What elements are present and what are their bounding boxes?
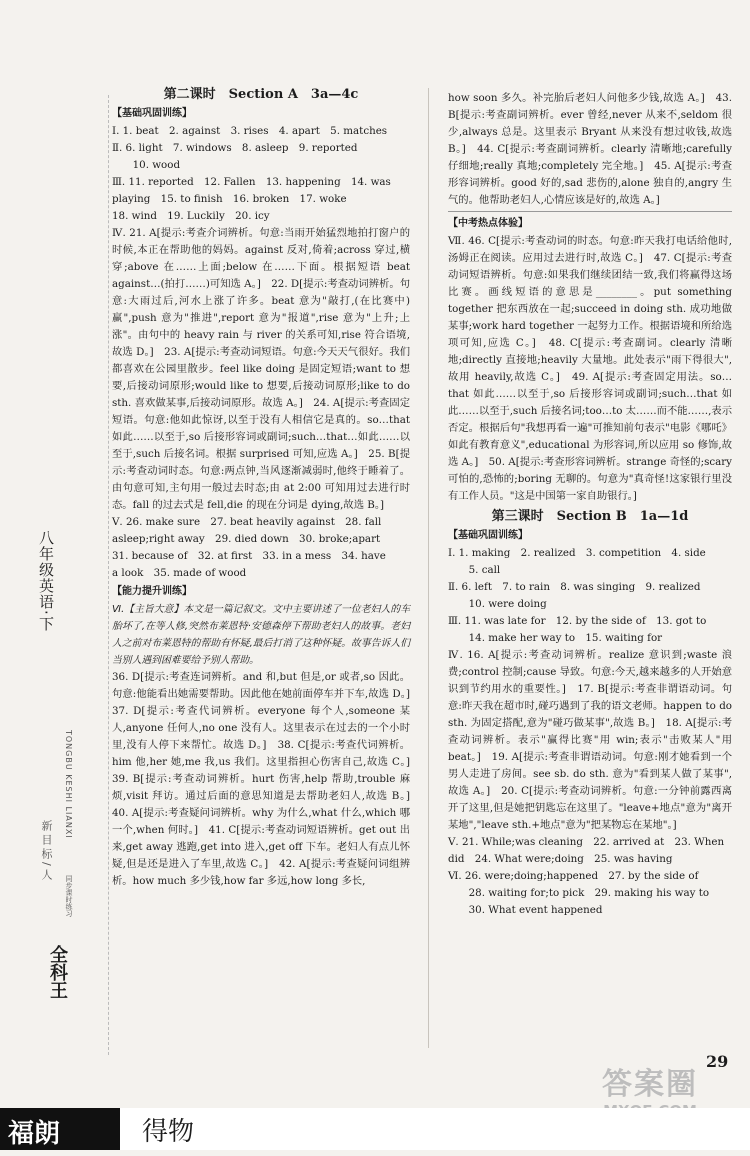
lesson-title-3: 第三课时 Section B 1a—1d <box>491 509 689 524</box>
answer-block-iv-2: Ⅳ. 16. A[提示:考查动词辨析。realize 意识到;waste 浪费;control 控制;cause 导致。句意:今天,越来越多的人开始意识到节约用水的重要性。] 17. B[提示:考查非谓语动词。句意:昨天我在超市时,碰巧遇到了我的语文老师。happen to do sth. 为固定搭配,意为"碰巧做某事",故选 B。] 18. A[提示:考查动词辨析。表示"赢得比赛"用 win;表示"击败某人"用 beat。] 19. A[提示:考查非谓语动词。句意:刚才她看到一个男人走进了房间。see sb. do sth. 意为"看到某人做了某事",故选 A。] 20. C[提示:考查动词辨析。句意:一分钟前露西离开了这里,但是她把钥匙忘在这里了。"leave+地点"意为"离开某地","leave sth.+地点"意为"把某物忘在某地"。] <box>448 649 732 831</box>
answer-line: a look 35. made of wood <box>112 567 247 579</box>
answer-line: 18. wind 19. Luckily 20. icy <box>112 210 270 222</box>
brand-subtitle: 同步课时练习 <box>65 875 73 917</box>
bottom-logo-block: 福朗 <box>0 1108 120 1150</box>
answer-line: 10. wood <box>112 159 181 171</box>
answer-block-vii: Ⅶ. 46. C[提示:考查动词的时态。句意:昨天我打电话给他时,汤姆正在阅读。应用过去进行时,故选 C。] 47. C[提示:考查动词短语辨析。句意:如果我们继续团结一致,我们将赢得这场比赛。画线短语的意思是________。put something together 把东西放在一起;succeed in doing sth. 成功地做某事;work hard together 一起努力工作。根据语境和所给选项可知,应选 C。] 48. C[提示:考查副词。clearly 清晰地;directly 直接地;heavily 大量地。此处表示"雨下得很大",故用 heavily,故选 C。] 49. A[提示:考查固定用法。so…that 如此……以至于,so 后接形容词或副词;such…that 如此……以至于,such 后接名词;too…to 太……而不能……,表示否定。根据后句"我想再看一遍"可推知前句表示"电影《哪吒》如此有教育意义",educational 为形容词,所以应用 so 修饰,故选 A。] 50. A[提示:考查形容词辨析。strange 奇怪的;scary 可怕的,恐怖的;boring 无聊的。句意为"真奇怪!这家银行里没有工作人员。"这是中国第一家自助银行。] <box>448 235 732 502</box>
spine-book-title: 八年级英语·下 <box>37 530 55 632</box>
section-head-exam: 【中考热点体验】 <box>448 218 528 229</box>
passage-summary: Ⅵ.【主旨大意】本文是一篇记叙文。文中主要讲述了一位老妇人的车胎坏了,在等人修,突然布莱恩特·安德森停下帮助老妇人的故事。老妇人之前对布莱恩特的帮助有怀疑,最后打消了这种怀疑。故事告诉人们当别人遇到困难要给予别人帮助。 <box>112 604 410 666</box>
binding-dash-line <box>108 95 109 1055</box>
section-head-basic: 【基础巩固训练】 <box>112 108 192 119</box>
spine-series-pinyin: TONGBU KESHI LIANXI <box>64 730 73 839</box>
answer-line: 10. were doing <box>448 598 547 610</box>
watermark-text: 答案圈 <box>602 1067 698 1102</box>
answer-block-vi: 36. D[提示:考查连词辨析。and 和,but 但是,or 或者,so 因此。句意:他能看出她需要帮助。因此他在她前面停车并下车,故选 D。] 37. D[提示:考查代词辨析。everyone 每个人,someone 某人,anyone 任何人,no one 没有人。这里表示在过去的一个小时里,没有人停下来帮忙。故选 D。] 38. C[提示:考查代词辨析。him 他,her 她,me 我,us 我们。这里指担心伤害自己,故选 C。] 39. B[提示:考查动词辨析。hurt 伤害,help 帮助,trouble 麻烦,visit 拜访。通过后面的意思知道是去帮助老妇人,故选 B。] 40. A[提示:考查疑问词辨析。why 为什么,what 什么,which 哪一个,when 何时。] 41. C[提示:考查动词短语辨析。get out 出来,get away 逃跑,get into 进入,get off 下车。老妇人有点儿怀疑,但是还是进入了车里,故选 C。] 42. A[提示:考查疑问词组辨析。how much 多少钱,how far 多远,how long 多长, <box>112 671 421 887</box>
answer-line: Ⅲ. 11. was late for 12. by the side of 13. got to <box>448 615 707 627</box>
page-number: 29 <box>706 1052 729 1071</box>
answer-line: playing 15. to finish 16. broken 17. woke <box>112 193 347 205</box>
answer-block-iv: Ⅳ. 21. A[提示:考查介词辨析。句意:当雨开始猛烈地拍打窗户的时候,本正在帮助他的妈妈。against 反对,倚着;across 穿过,横穿;above 在……上面;below 在……下面。根据短语 beat against…(拍打……)可知选 A。] 22. D[提示:考查动词辨析。句意:大雨过后,河水上涨了许多。beat 意为"敲打,(在比赛中)赢",push 意为"推进",report 意为"报道",rise 意为"上升;上涨"。由句中的 heavy rain 与 river 的关系可知,rise 符合语境,故选 D。] 23. A[提示:考查动词短语。句意:今天天气很好。我们都喜欢在公园里散步。feel like doing 是固定短语;want to 想要,后接动词原形;would like to 想要,后接动词原形;like to do sth. 喜欢做某事,后接动词原形。故选 A。] 24. A[提示:考查固定短语。句意:他如此惊讶,以至于没有人相信它是真的。so…that 如此……以至于,so 后接形容词或副词;such…that…如此……以至于,such 后接名词。根据 surprised 可知,应选 A。] 25. B[提示:考查动词时态。句意:两点钟,当风逐渐减弱时,他终于睡着了。由句意可知,主句用一般过去时态;由 at 2:00 可知用过去进行时态。fall 的过去式是 fell,die 的现在分词是 dying,故选 B。] <box>112 227 410 511</box>
answer-line: Ⅲ. 11. reported 12. Fallen 13. happening 14. was <box>112 176 391 188</box>
answer-line: did 24. What were;doing 25. was having <box>448 853 673 865</box>
answer-line: Ⅴ. 26. make sure 27. beat heavily against 28. fall <box>112 516 382 528</box>
answer-line: Ⅰ. 1. making 2. realized 3. competition 4. side <box>448 547 706 559</box>
divider <box>448 211 732 212</box>
answer-line: Ⅱ. 6. left 7. to rain 8. was singing 9. realized <box>448 581 701 593</box>
brand-logo <box>44 875 78 1075</box>
answer-line: 31. because of 32. at first 33. in a mess 34. have <box>112 550 386 562</box>
lesson-title-2: 第二课时 Section A 3a—4c <box>163 87 359 102</box>
answer-line: Ⅵ. 26. were;doing;happened 27. by the side of <box>448 870 699 882</box>
spine-edition-mark: 新目标/人 <box>40 820 53 883</box>
answer-line: Ⅰ. 1. beat 2. against 3. rises 4. apart 5. matches <box>112 125 388 137</box>
answer-line: Ⅴ. 21. While;was cleaning 22. arrived at 23. When <box>448 836 725 848</box>
answer-line: 30. What event happened <box>448 904 603 916</box>
bottom-banner-label: 得物 <box>142 1117 195 1147</box>
answer-line: 28. waiting for;to pick 29. making his way to <box>448 887 710 899</box>
answer-line: Ⅱ. 6. light 7. windows 8. asleep 9. reported <box>112 142 358 154</box>
answer-line: 14. make her way to 15. waiting for <box>448 632 663 644</box>
brand-name: 全科王 <box>47 945 68 999</box>
answer-block-continued: how soon 多久。补完胎后老妇人问他多少钱,故选 A。] 43. B[提示:考查副词辨析。ever 曾经,never 从来不,seldom 很少,always 总是。这里表示 Bryant 从来没有想过收钱,故选 B。] 44. C[提示:考查副词辨析。clearly 清晰地;carefully 仔细地;really 真地;completely 完全地。] 45. A[提示:考查形容词辨析。good 好的,sad 悲伤的,alone 独自的,angry 生气的。他帮助老妇人,心情应该是好的,故选 A。] <box>448 92 732 206</box>
section-head-basic-2: 【基础巩固训练】 <box>448 530 528 541</box>
column-divider <box>428 88 429 1048</box>
section-head-ability: 【能力提升训练】 <box>112 586 192 597</box>
left-column <box>112 86 421 890</box>
answer-line: 5. call <box>448 564 501 576</box>
right-column <box>448 90 732 919</box>
answer-line: asleep;right away 29. died down 30. broke;apart <box>112 533 381 545</box>
